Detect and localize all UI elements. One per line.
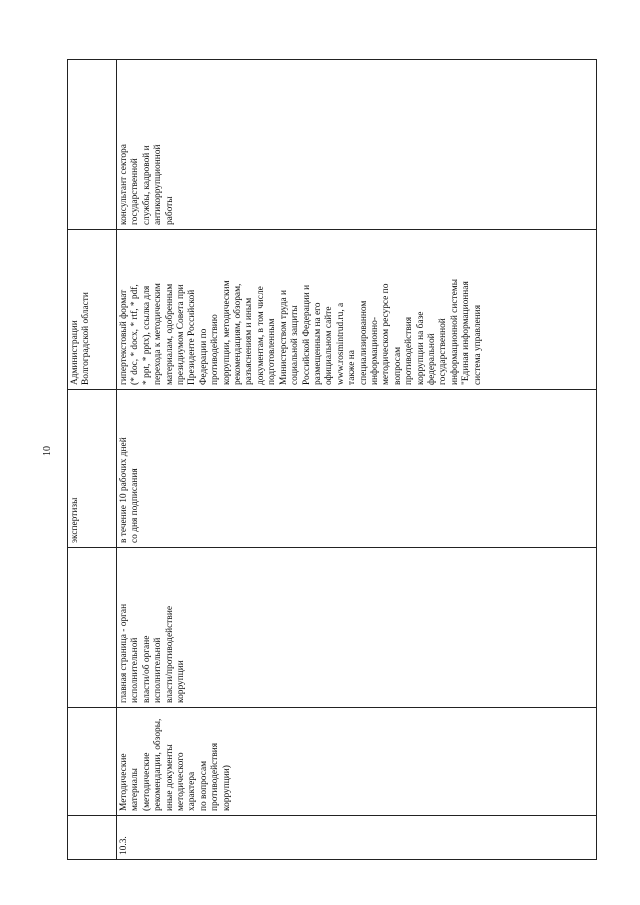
cell-number-prev [68, 816, 117, 860]
table-row [117, 60, 597, 860]
cell-location-prev [68, 548, 117, 708]
cell-title-prev [68, 708, 117, 816]
cell-term: в течение 10 рабочих дней со дня подписания [117, 390, 597, 548]
cell-format-prev: Администрации Волгоградской области [68, 230, 117, 390]
cell-location: главная страница - орган исполнительной власти/об органе исполнительной власти/противодействие коррупции [117, 548, 597, 708]
document-table [67, 59, 597, 860]
cell-format: гипертекстовый формат (* doc, * docx, * rtf, * pdf, * ppt, * pptx), ссылка для перехода к методическим материалам, одобренным президиумом Совета при Президенте Российской Федерации по противодействию коррупции, методическим рекомендациям, обзорам, разъяснениям и иным документам, в том числе подготовленным Министерством труда и социальной защиты Российской Федерации и размещенным на его официальном сайте www.rosmintrud.ru, а также на специализированном информационно- методическом ресурсе по вопросам противодействия коррупции на базе федеральной государственной информационной системы "Единая информационная система управления [117, 230, 597, 390]
cell-responsible: консультант сектора государственной службы, кадровой и антикоррупционной работы [117, 60, 597, 230]
cell-title: Методические материалы (методические рекомендации, обзоры, иные документы методического характера по вопросам противодействия коррупции) [117, 708, 597, 816]
cell-term-prev: экспертизы [68, 390, 117, 548]
table-row-continuation [68, 60, 117, 860]
cell-responsible-prev [68, 60, 117, 230]
rotated-table-container [67, 60, 597, 860]
cell-number: 10.3. [117, 816, 597, 860]
page-number: 10 [42, 446, 53, 456]
